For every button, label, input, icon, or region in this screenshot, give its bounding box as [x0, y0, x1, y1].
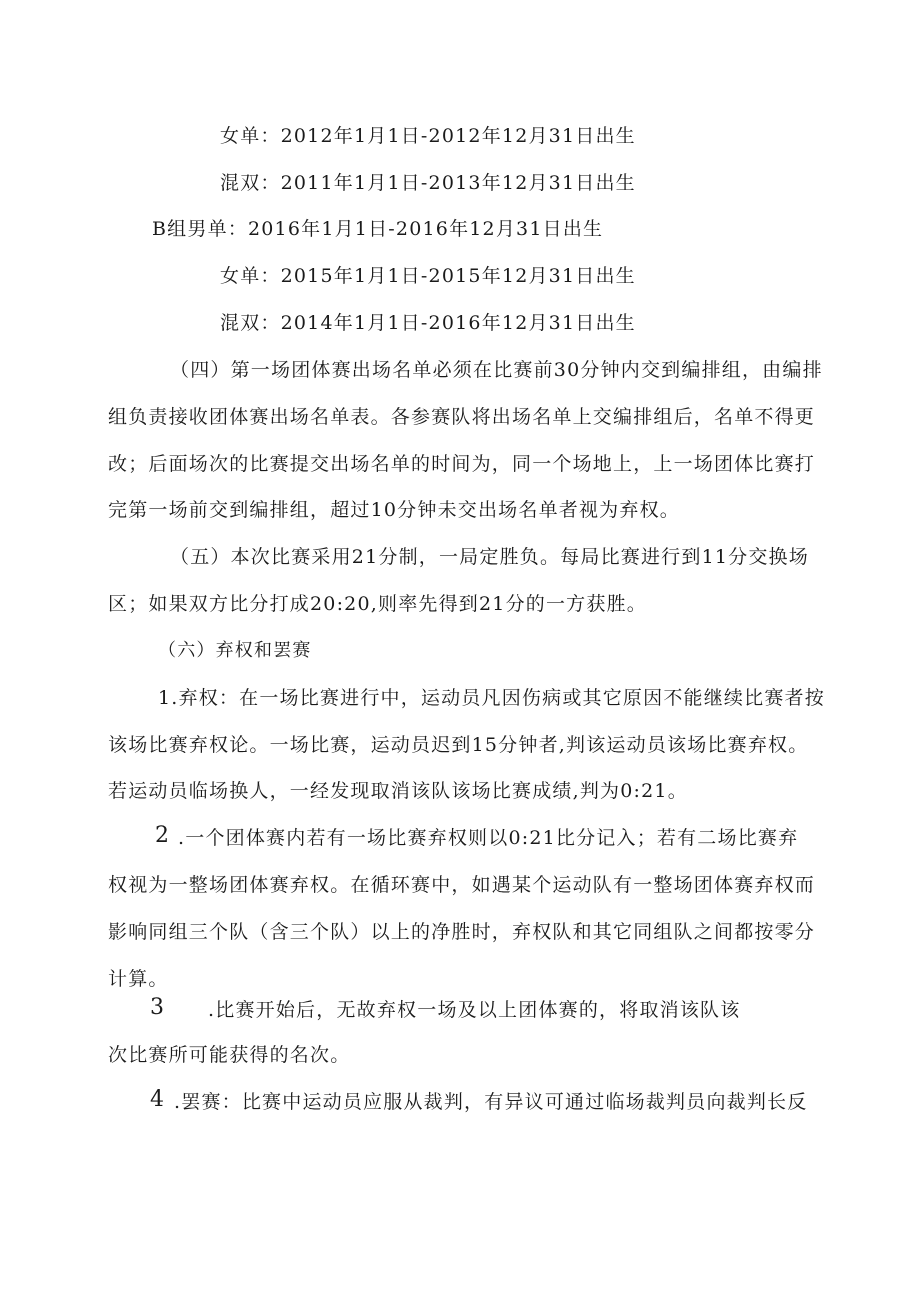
item-3-line-1: .比赛开始后，无故弃权一场及以上团体赛的，将取消该队该 — [208, 999, 741, 1021]
item-2-line-3: 影响同组三个队（含三个队）以上的净胜时，弃权队和其它同组队之间都按零分 — [108, 921, 816, 943]
item-1-line-3: 若运动员临场换人，一经发现取消该队该场比赛成绩,判为0:21。 — [108, 780, 688, 802]
a-group-mixed-double-line: 混双：2011年1月1日-2013年12月31日出生 — [220, 172, 636, 194]
section-6-heading: （六）弃权和罢赛 — [158, 640, 312, 661]
section-4-line-1: （四）第一场团体赛出场名单必须在比赛前30分钟内交到编排组，由编排 — [170, 359, 823, 381]
b-group-mens-single-line: B组男单：2016年1月1日-2016年12月31日出生 — [152, 218, 604, 240]
item-2-line-2: 权视为一整场团体赛弃权。在循环赛中，如遇某个运动队有一整场团体赛弃权而 — [108, 874, 816, 896]
item-3-number: 3 — [150, 995, 166, 1020]
item-4-line-1: .罢赛：比赛中运动员应服从裁判，有异议可通过临场裁判员向裁判长反 — [174, 1091, 808, 1113]
item-1-line-2: 该场比赛弃权论。一场比赛，运动员迟到15分钟者,判该运动员该场比赛弃权。 — [108, 734, 809, 756]
item-3-line-2: 次比赛所可能获得的名次。 — [108, 1044, 351, 1066]
section-5-line-1: （五）本次比赛采用21分制，一局定胜负。每局比赛进行到11分交换场 — [170, 546, 809, 568]
item-2-line-4: 计算。 — [108, 968, 169, 990]
item-2-number: 2 — [155, 823, 171, 848]
item-4-number: 4 — [150, 1087, 166, 1112]
a-group-womens-single-line: 女单：2012年1月1日-2012年12月31日出生 — [220, 125, 636, 147]
b-group-womens-single-line: 女单：2015年1月1日-2015年12月31日出生 — [220, 265, 636, 287]
section-4-line-4: 完第一场前交到编排组，超过10分钟未交出场名单者视为弃权。 — [108, 499, 680, 521]
item-2-line-1: .一个团体赛内若有一场比赛弃权则以0:21比分记入；若有二场比赛弃 — [178, 827, 799, 849]
section-5-line-2: 区；如果双方比分打成20:20,则率先得到21分的一方获胜。 — [108, 593, 647, 615]
section-4-line-3: 改；后面场次的比赛提交出场名单的时间为，同一个场地上，上一场团体比赛打 — [108, 453, 816, 475]
section-4-line-2: 组负责接收团体赛出场名单表。各参赛队将出场名单上交编排组后，名单不得更 — [108, 406, 816, 428]
b-group-mixed-double-line: 混双：2014年1月1日-2016年12月31日出生 — [220, 312, 636, 334]
item-1-line-1: 1.弃权：在一场比赛进行中，运动员凡因伤病或其它原因不能继续比赛者按 — [158, 687, 825, 709]
